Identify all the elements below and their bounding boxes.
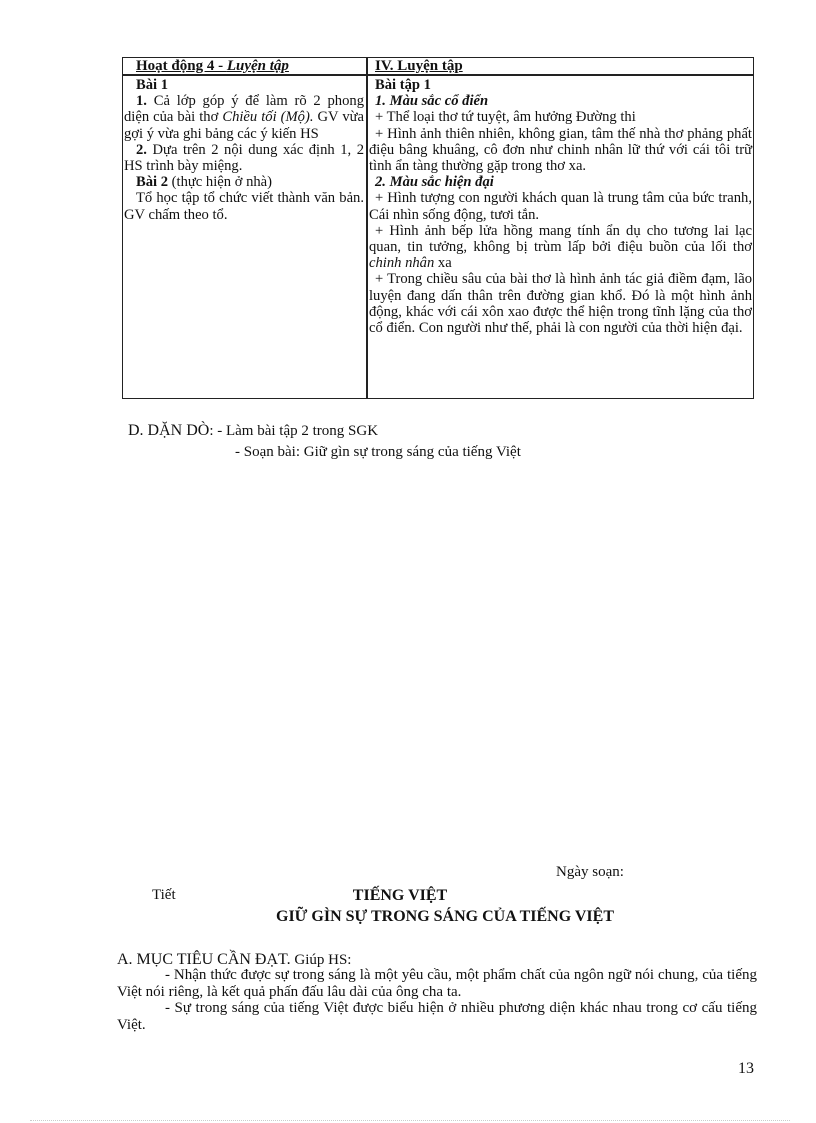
section-modern-point-1: + Hình tượng con người khách quan là trung tâm của bức tranh, Cái nhìn sống động, tươi tắn. <box>369 190 752 223</box>
bai1-item1-num: 1. <box>136 93 147 110</box>
bai1-item1-text-b: GV vừa gợi ý vừa ghi bảng các ý kiến HS <box>124 109 364 142</box>
lesson-title: GIỮ GÌN SỰ TRONG SÁNG CỦA TIẾNG VIỆT <box>276 908 614 925</box>
modern-point-2-italic: chinh nhân <box>369 255 435 272</box>
bai1-item2-num: 2. <box>136 141 147 158</box>
right-column-content <box>369 77 752 336</box>
left-column-content <box>124 77 364 223</box>
bai2-note: (thực hiện ở nhà) <box>168 174 272 191</box>
bai2-title-text: Bài 2 <box>136 174 169 191</box>
section-modern-point-2 <box>369 223 752 272</box>
dan-do-task-1: : - Làm bài tập 2 trong SGK <box>209 423 379 439</box>
section-a-item-1: - Nhận thức được sự trong sáng là một yêu cầu, một phẩm chất của ngôn ngữ nói chung, của tiếng Việt nói riêng, là kết quả phấn đấu lâu dài của ông cha ta. <box>117 967 757 1000</box>
page-bottom-rule <box>30 1120 790 1121</box>
bai2-title <box>124 174 364 190</box>
section-modern-point-3: + Trong chiều sâu của bài thơ là hình ảnh tác giả điềm đạm, lão luyện đang dấn thân trên đường gian khổ. Đó là một hình ảnh động, khác với cái xôn xao được thể hiện trong tĩnh lặng của thơ cổ điển. Con người như thế, phải là con người của thời hiện đại. <box>369 271 752 337</box>
section-a-tail: Giúp HS: <box>290 952 352 968</box>
section-classic-title: 1. Màu sắc cổ điển <box>375 93 489 110</box>
bai1-title: Bài 1 <box>136 77 169 93</box>
bai1-item2 <box>124 142 364 174</box>
bai1-item1-text-a: Cả lớp góp ý để làm rõ 2 phong diện của bài thơ <box>124 93 364 126</box>
section-classic-point-2: + Hình ảnh thiên nhiên, không gian, tâm thế nhà thơ phảng phất điệu bâng khuâng, cô đơn như chinh nhân lữ thứ với cái tôi trữ tình ẩn tàng thường gặp trong thơ xa. <box>369 125 752 175</box>
section-a-item-2: - Sự trong sáng của tiếng Việt được biểu hiện ở nhiều phương diện khác nhau trong cơ cấu tiếng Việt. <box>117 1000 757 1033</box>
bai1-item1 <box>124 93 364 142</box>
section-a-label: A. MỤC TIÊU CẦN ĐẠT. <box>117 951 291 968</box>
left-header-title: Hoạt động 4 - <box>136 58 227 74</box>
bai1-item1-italic: Chiều tối (Mộ). <box>222 109 314 126</box>
bai-tap-1-title: Bài tập 1 <box>375 77 431 93</box>
section-modern-title: 2. Màu sắc hiện đại <box>375 174 494 191</box>
bai1-item2-text: Dựa trên 2 nội dung xác định 1, 2 HS trình bày miệng. <box>124 141 364 175</box>
dan-do-label: D. DẶN DÒ <box>128 422 210 439</box>
ngay-soan-label: Ngày soạn: <box>556 864 624 880</box>
dan-do-line-1 <box>128 422 378 440</box>
section-classic-point-1: + Thể loại thơ tứ tuyệt, âm hưởng Đường thi <box>375 109 636 126</box>
page-number: 13 <box>738 1060 754 1077</box>
tiet-label: Tiết <box>152 887 176 903</box>
left-column-header <box>136 58 289 75</box>
section-a-items <box>117 967 757 1033</box>
modern-point-2-text-a: + Hình ảnh bếp lửa hồng mang tính ẩn dụ cho tương lai lạc quan, tin tưởng, không bị trùm lấp bởi điệu buồn của lối thơ <box>369 222 752 256</box>
table-column-divider <box>366 57 368 399</box>
dan-do-task-2: - Soạn bài: Giữ gìn sự trong sáng của tiếng Việt <box>235 444 521 460</box>
modern-point-2-text-b: xa <box>434 255 452 272</box>
subject-title: TIẾNG VIỆT <box>352 887 448 904</box>
left-header-italic: Luyện tập <box>226 58 289 74</box>
right-column-header: IV. Luyện tập <box>375 58 463 74</box>
bai2-text: Tổ học tập tổ chức viết thành văn bản. GV chấm theo tổ. <box>124 190 364 223</box>
